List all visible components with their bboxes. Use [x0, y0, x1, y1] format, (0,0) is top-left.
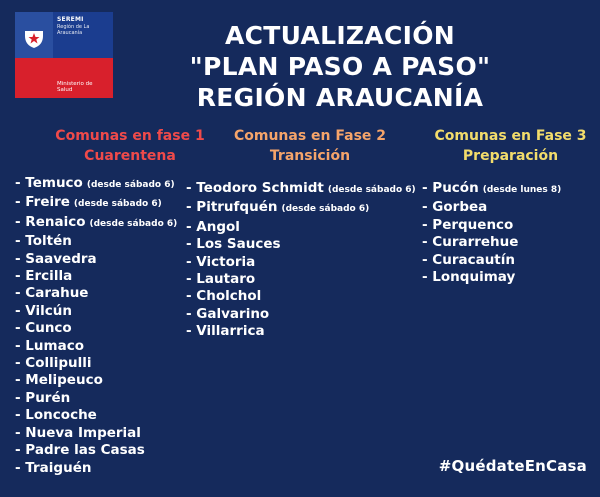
phase-2-heading-line-1: Comunas en Fase 2	[233, 128, 387, 144]
commune-name: - Los Sauces	[186, 236, 281, 253]
commune-item	[186, 236, 416, 253]
commune-item	[15, 251, 177, 268]
commune-name: - Traiguén	[15, 459, 92, 476]
commune-item	[15, 355, 177, 372]
commune-start-note: (desde sábado 6)	[89, 218, 178, 229]
phase-1-heading-line-1: Comunas en fase 1	[55, 128, 205, 144]
commune-name: - Gorbea	[422, 199, 488, 216]
commune-item	[422, 269, 561, 286]
commune-name: - Purén	[15, 389, 71, 406]
commune-item	[15, 407, 177, 424]
commune-name: - Renaico	[15, 213, 86, 230]
commune-start-note: (desde sábado 6)	[281, 204, 370, 215]
commune-item	[15, 442, 177, 459]
commune-name: - Freire	[15, 194, 70, 211]
commune-name: - Pitrufquén	[186, 199, 278, 216]
page-title	[130, 20, 550, 113]
commune-item	[15, 425, 177, 442]
commune-item	[15, 372, 177, 389]
commune-name: - Victoria	[186, 253, 256, 270]
commune-item	[186, 306, 416, 323]
commune-item	[422, 199, 561, 216]
commune-item	[186, 323, 416, 340]
commune-name: - Cunco	[15, 320, 72, 337]
commune-name: - Curarrehue	[422, 234, 519, 251]
commune-item	[15, 194, 177, 213]
commune-item	[186, 254, 416, 271]
commune-name: - Vilcún	[15, 302, 72, 319]
commune-start-note: (desde lunes 8)	[482, 185, 562, 195]
commune-name: - Saavedra	[15, 250, 97, 267]
commune-name: - Padre las Casas	[15, 442, 145, 459]
phase-1-heading-line-2: Cuarentena	[84, 148, 176, 164]
commune-start-note: (desde sábado 6)	[327, 185, 416, 195]
commune-name: - Loncoche	[15, 407, 97, 424]
phase-3-heading-line-2: Preparación	[462, 148, 559, 164]
logo-ministry: Ministerio de Salud	[57, 80, 93, 94]
commune-item	[422, 180, 561, 199]
commune-name: - Melipeuco	[15, 372, 103, 389]
logo-region: Región de La Araucanía	[57, 24, 90, 36]
commune-name: - Teodoro Schmidt	[186, 180, 324, 196]
chile-coat-of-arms-icon	[15, 12, 53, 58]
commune-name: - Nueva Imperial	[15, 424, 141, 441]
commune-name: - Villarrica	[186, 323, 265, 340]
commune-item	[186, 180, 416, 199]
commune-name: - Carahue	[15, 285, 89, 302]
commune-item	[186, 219, 416, 236]
commune-item	[186, 288, 416, 305]
commune-name: - Lautaro	[186, 271, 256, 288]
phase-1-heading	[40, 126, 220, 166]
commune-item	[422, 217, 561, 234]
commune-name: - Lumaco	[15, 337, 84, 354]
phase-3-heading	[428, 126, 593, 166]
commune-item	[15, 285, 177, 302]
commune-name: - Angol	[186, 218, 240, 235]
commune-item	[15, 390, 177, 407]
hashtag: #QuédateEnCasa	[438, 457, 587, 475]
commune-item	[15, 268, 177, 285]
commune-name: - Toltén	[15, 233, 72, 250]
commune-name: - Cholchol	[186, 288, 262, 305]
commune-item	[15, 338, 177, 355]
title-line-1: ACTUALIZACIÓN	[224, 21, 456, 50]
commune-item	[186, 199, 416, 218]
commune-name: - Pucón	[422, 180, 479, 196]
commune-start-note: (desde sábado 6)	[73, 199, 162, 210]
commune-item	[15, 303, 177, 320]
commune-item	[422, 234, 561, 251]
commune-name: - Collipulli	[15, 355, 92, 372]
commune-item	[15, 460, 177, 477]
phase-2-commune-list	[186, 180, 416, 341]
phase-2-heading-line-2: Transición	[269, 148, 351, 164]
commune-item	[15, 175, 177, 194]
phase-2-heading	[215, 126, 405, 166]
logo-agency: SEREMI	[57, 16, 84, 23]
commune-name: - Lonquimay	[422, 269, 516, 286]
commune-item	[15, 320, 177, 337]
phase-3-heading-line-1: Comunas en Fase 3	[434, 128, 587, 144]
commune-name: - Galvarino	[186, 305, 270, 322]
commune-name: - Curacautín	[422, 251, 516, 268]
commune-start-note: (desde sábado 6)	[86, 180, 175, 190]
commune-name: - Perquenco	[422, 216, 514, 233]
title-line-3: REGIÓN ARAUCANÍA	[196, 83, 484, 112]
commune-item	[186, 271, 416, 288]
commune-name: - Temuco	[15, 175, 83, 191]
commune-name: - Ercilla	[15, 268, 73, 285]
commune-item	[15, 233, 177, 250]
commune-item	[422, 252, 561, 269]
seremi-logo	[15, 12, 113, 98]
commune-item	[15, 214, 177, 233]
phase-1-commune-list	[15, 175, 177, 477]
title-line-2: "PLAN PASO A PASO"	[189, 52, 491, 81]
phase-3-commune-list	[422, 180, 561, 286]
